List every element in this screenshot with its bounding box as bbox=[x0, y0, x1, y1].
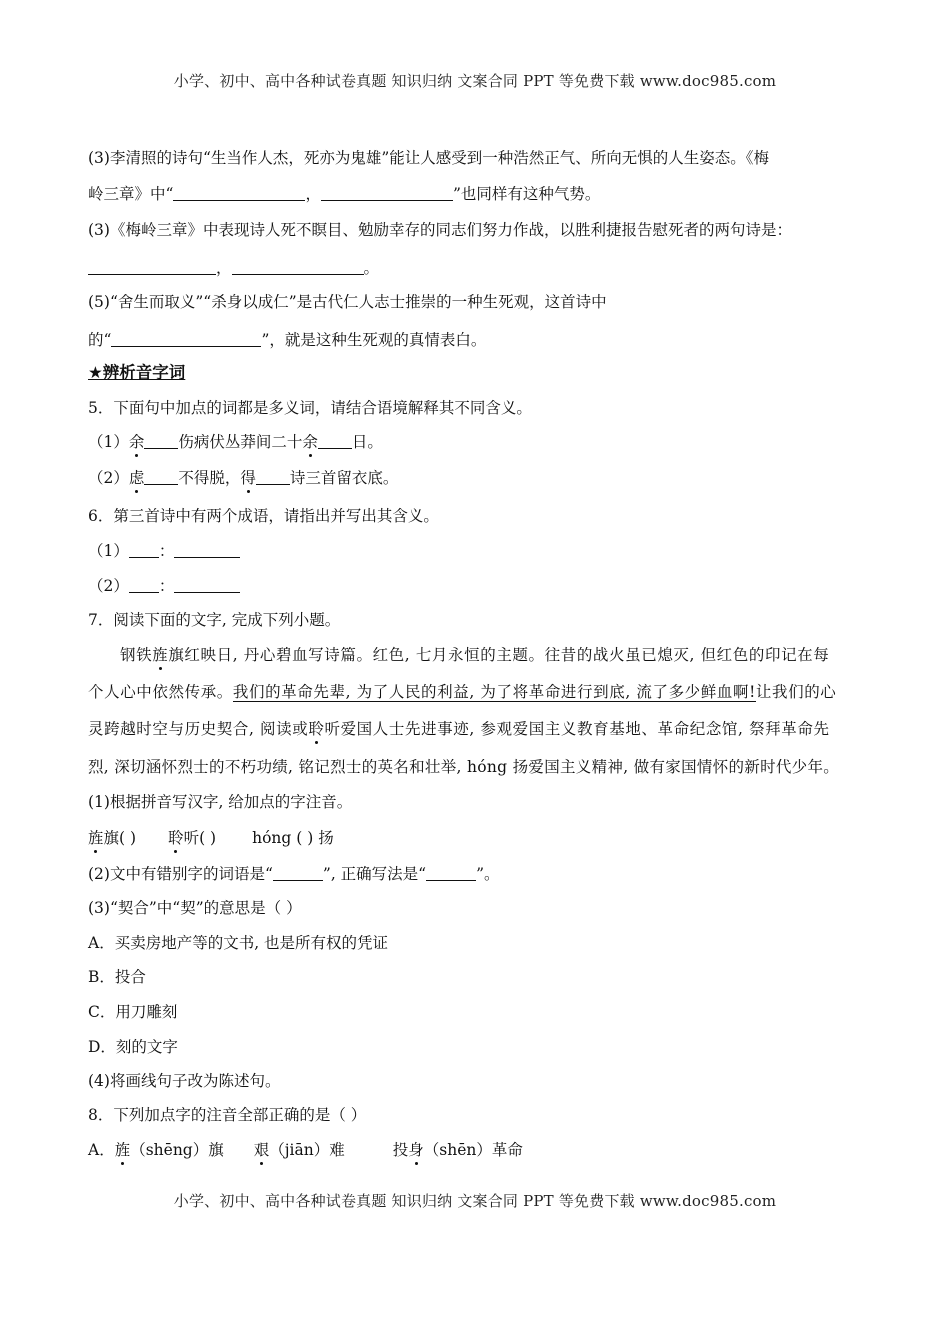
passage-line-4: 烈, 深切涵怀烈士的不朽功绩, 铭记烈士的英名和壮举, hóng 扬爱国主义精神, 做有家国情怀的新时代少年。 bbox=[88, 758, 840, 776]
answer-blank[interactable] bbox=[144, 469, 178, 485]
option-c[interactable]: C．用刀雕刻 bbox=[88, 1003, 178, 1021]
answer-blank[interactable] bbox=[88, 259, 216, 275]
passage-text: 灵跨越时空与历史契合, 阅读或 bbox=[88, 720, 309, 738]
passage-line-1 bbox=[120, 645, 829, 665]
passage-text: 个人心中依然传承。 bbox=[88, 683, 233, 701]
answer-blank[interactable] bbox=[232, 259, 364, 275]
q6-item-2 bbox=[88, 576, 240, 596]
option-text: 投 bbox=[392, 1141, 409, 1159]
hanzi-blank[interactable]: hóng ( ) 扬 bbox=[252, 829, 334, 847]
passage-line-2 bbox=[88, 682, 836, 702]
option-a[interactable]: A．买卖房地产等的文书, 也是所有权的凭证 bbox=[88, 934, 389, 952]
dotted-word: 旌 bbox=[152, 646, 169, 664]
passage-text: 钢铁 bbox=[120, 646, 153, 664]
answer-blank[interactable] bbox=[318, 433, 352, 449]
q5-text: 不得脱， bbox=[178, 469, 241, 487]
q5-text: 伤病伏丛莽间二十 bbox=[178, 433, 303, 451]
underlined-sentence: 我们的革命先辈, 为了人民的利益, 为了将革命进行到底, 流了多少鲜血啊! bbox=[232, 683, 756, 701]
q8-stem: 8．下列加点字的注音全部正确的是（ ） bbox=[88, 1106, 367, 1124]
answer-blank[interactable] bbox=[111, 331, 261, 347]
q3a-text-b: ， bbox=[305, 185, 321, 203]
q5sub-line1: (5)“舍生而取义”“杀身以成仁”是古代仁人志士推崇的一种生死观，这首诗中 bbox=[88, 293, 607, 311]
dotted-word: 艰 bbox=[253, 1141, 270, 1159]
q5-stem: 5．下面句中加点的词都是多义词，请结合语境解释其不同含义。 bbox=[88, 399, 532, 417]
q5-item-2 bbox=[88, 468, 398, 488]
dotted-word: 得 bbox=[240, 469, 256, 487]
q6-item-1 bbox=[88, 541, 240, 561]
q3a-line2 bbox=[88, 184, 600, 204]
q7-sub-4: (4)将画线句子改为陈述句。 bbox=[88, 1072, 281, 1090]
separator: ： bbox=[158, 542, 175, 560]
answer-blank[interactable] bbox=[129, 577, 159, 593]
answer-blank[interactable] bbox=[174, 542, 240, 558]
pinyin-blank[interactable]: 听( ) bbox=[183, 829, 217, 847]
q7-sub-2-text: (2)文中有错别字的词语是“ bbox=[88, 865, 273, 883]
option-text: （shēn）革命 bbox=[423, 1141, 523, 1159]
q7-sub-3: (3)“契合”中“契”的意思是（ ） bbox=[88, 899, 302, 917]
q7-sub-1: (1)根据拼音写汉字, 给加点的字注音。 bbox=[88, 793, 353, 811]
q6-stem: 6．第三首诗中有两个成语，请指出并写出其含义。 bbox=[88, 507, 439, 525]
q8-option-a[interactable] bbox=[88, 1140, 523, 1160]
dotted-word: 聆 bbox=[308, 720, 325, 738]
pinyin-blank[interactable]: 旗( ) bbox=[103, 829, 137, 847]
passage-text: 让我们的心 bbox=[755, 683, 837, 701]
q7-sub-2-text: ”, 正确写法是“ bbox=[322, 865, 427, 883]
answer-blank[interactable] bbox=[321, 185, 453, 201]
option-text: （shēng）旗 bbox=[130, 1141, 224, 1159]
answer-blank[interactable] bbox=[273, 865, 323, 881]
q3a-text-a: 岭三章》中“ bbox=[88, 185, 174, 203]
dotted-word: 旌 bbox=[114, 1141, 131, 1159]
q5-text: 日。 bbox=[351, 433, 383, 451]
q7-sub-2-text: ”。 bbox=[476, 865, 500, 883]
option-b[interactable]: B．投合 bbox=[88, 968, 146, 986]
q5-item-1 bbox=[88, 432, 383, 452]
dotted-word: 余 bbox=[128, 433, 145, 451]
q5sub-text-b: ”，就是这种生死观的真情表白。 bbox=[261, 331, 487, 349]
item-number: （2） bbox=[88, 469, 129, 487]
option-d[interactable]: D．刻的文字 bbox=[88, 1038, 178, 1056]
dotted-word: 旌 bbox=[88, 829, 104, 847]
q5sub-line2 bbox=[88, 330, 486, 350]
q7-stem: 7．阅读下面的文字, 完成下列小题。 bbox=[88, 611, 341, 629]
passage-line-3 bbox=[88, 719, 830, 739]
passage-text: 听爱国人士先进事迹, 参观爱国主义教育基地、革命纪念馆, 祭拜革命先 bbox=[324, 720, 830, 738]
separator: ： bbox=[158, 577, 175, 595]
dotted-word: 聆 bbox=[168, 829, 184, 847]
answer-blank[interactable] bbox=[426, 865, 476, 881]
page-header: 小学、初中、高中各种试卷真题 知识归纳 文案合同 PPT 等免费下载 www.doc985.com bbox=[173, 72, 777, 90]
q3b-line2 bbox=[88, 258, 379, 278]
dotted-word: 余 bbox=[302, 433, 318, 451]
item-number: （1） bbox=[88, 433, 129, 451]
q3b-line1: (3)《梅岭三章》中表现诗人死不瞑目、勉励幸存的同志们努力作战，以胜利捷报告慰死者的两句诗是： bbox=[88, 221, 792, 239]
page-footer: 小学、初中、高中各种试卷真题 知识归纳 文案合同 PPT 等免费下载 www.doc985.com bbox=[173, 1192, 777, 1210]
item-number: （2） bbox=[88, 577, 129, 595]
item-number: （1） bbox=[88, 542, 129, 560]
q3b-text-b: ， bbox=[216, 259, 232, 277]
option-label: A． bbox=[88, 1141, 115, 1159]
passage-text: 旗红映日, 丹心碧血写诗篇。红色, 七月永恒的主题。往昔的战火虽已熄灭, 但红色的印记在每 bbox=[168, 646, 830, 664]
option-text: （jiān）难 bbox=[269, 1141, 345, 1159]
q5-text: 诗三首留衣底。 bbox=[289, 469, 399, 487]
dotted-word: 虑 bbox=[128, 469, 145, 487]
q3a-line1: (3)李清照的诗句“生当作人杰，死亦为鬼雄”能让人感受到一种浩然正气、所向无惧的人生姿态。《梅 bbox=[88, 149, 770, 167]
answer-blank[interactable] bbox=[174, 577, 240, 593]
answer-blank[interactable] bbox=[173, 185, 305, 201]
q5sub-text-a: 的“ bbox=[88, 331, 112, 349]
answer-blank[interactable] bbox=[129, 542, 159, 558]
answer-blank[interactable] bbox=[256, 469, 290, 485]
dotted-word: 身 bbox=[408, 1141, 424, 1159]
section-title: ★辨析音字词 bbox=[88, 363, 186, 382]
q7-sub-1-items bbox=[88, 828, 334, 848]
q7-sub-2 bbox=[88, 864, 500, 884]
answer-blank[interactable] bbox=[144, 433, 178, 449]
q3b-text-c: 。 bbox=[363, 259, 380, 277]
q3a-text-c: ”也同样有这种气势。 bbox=[452, 185, 601, 203]
